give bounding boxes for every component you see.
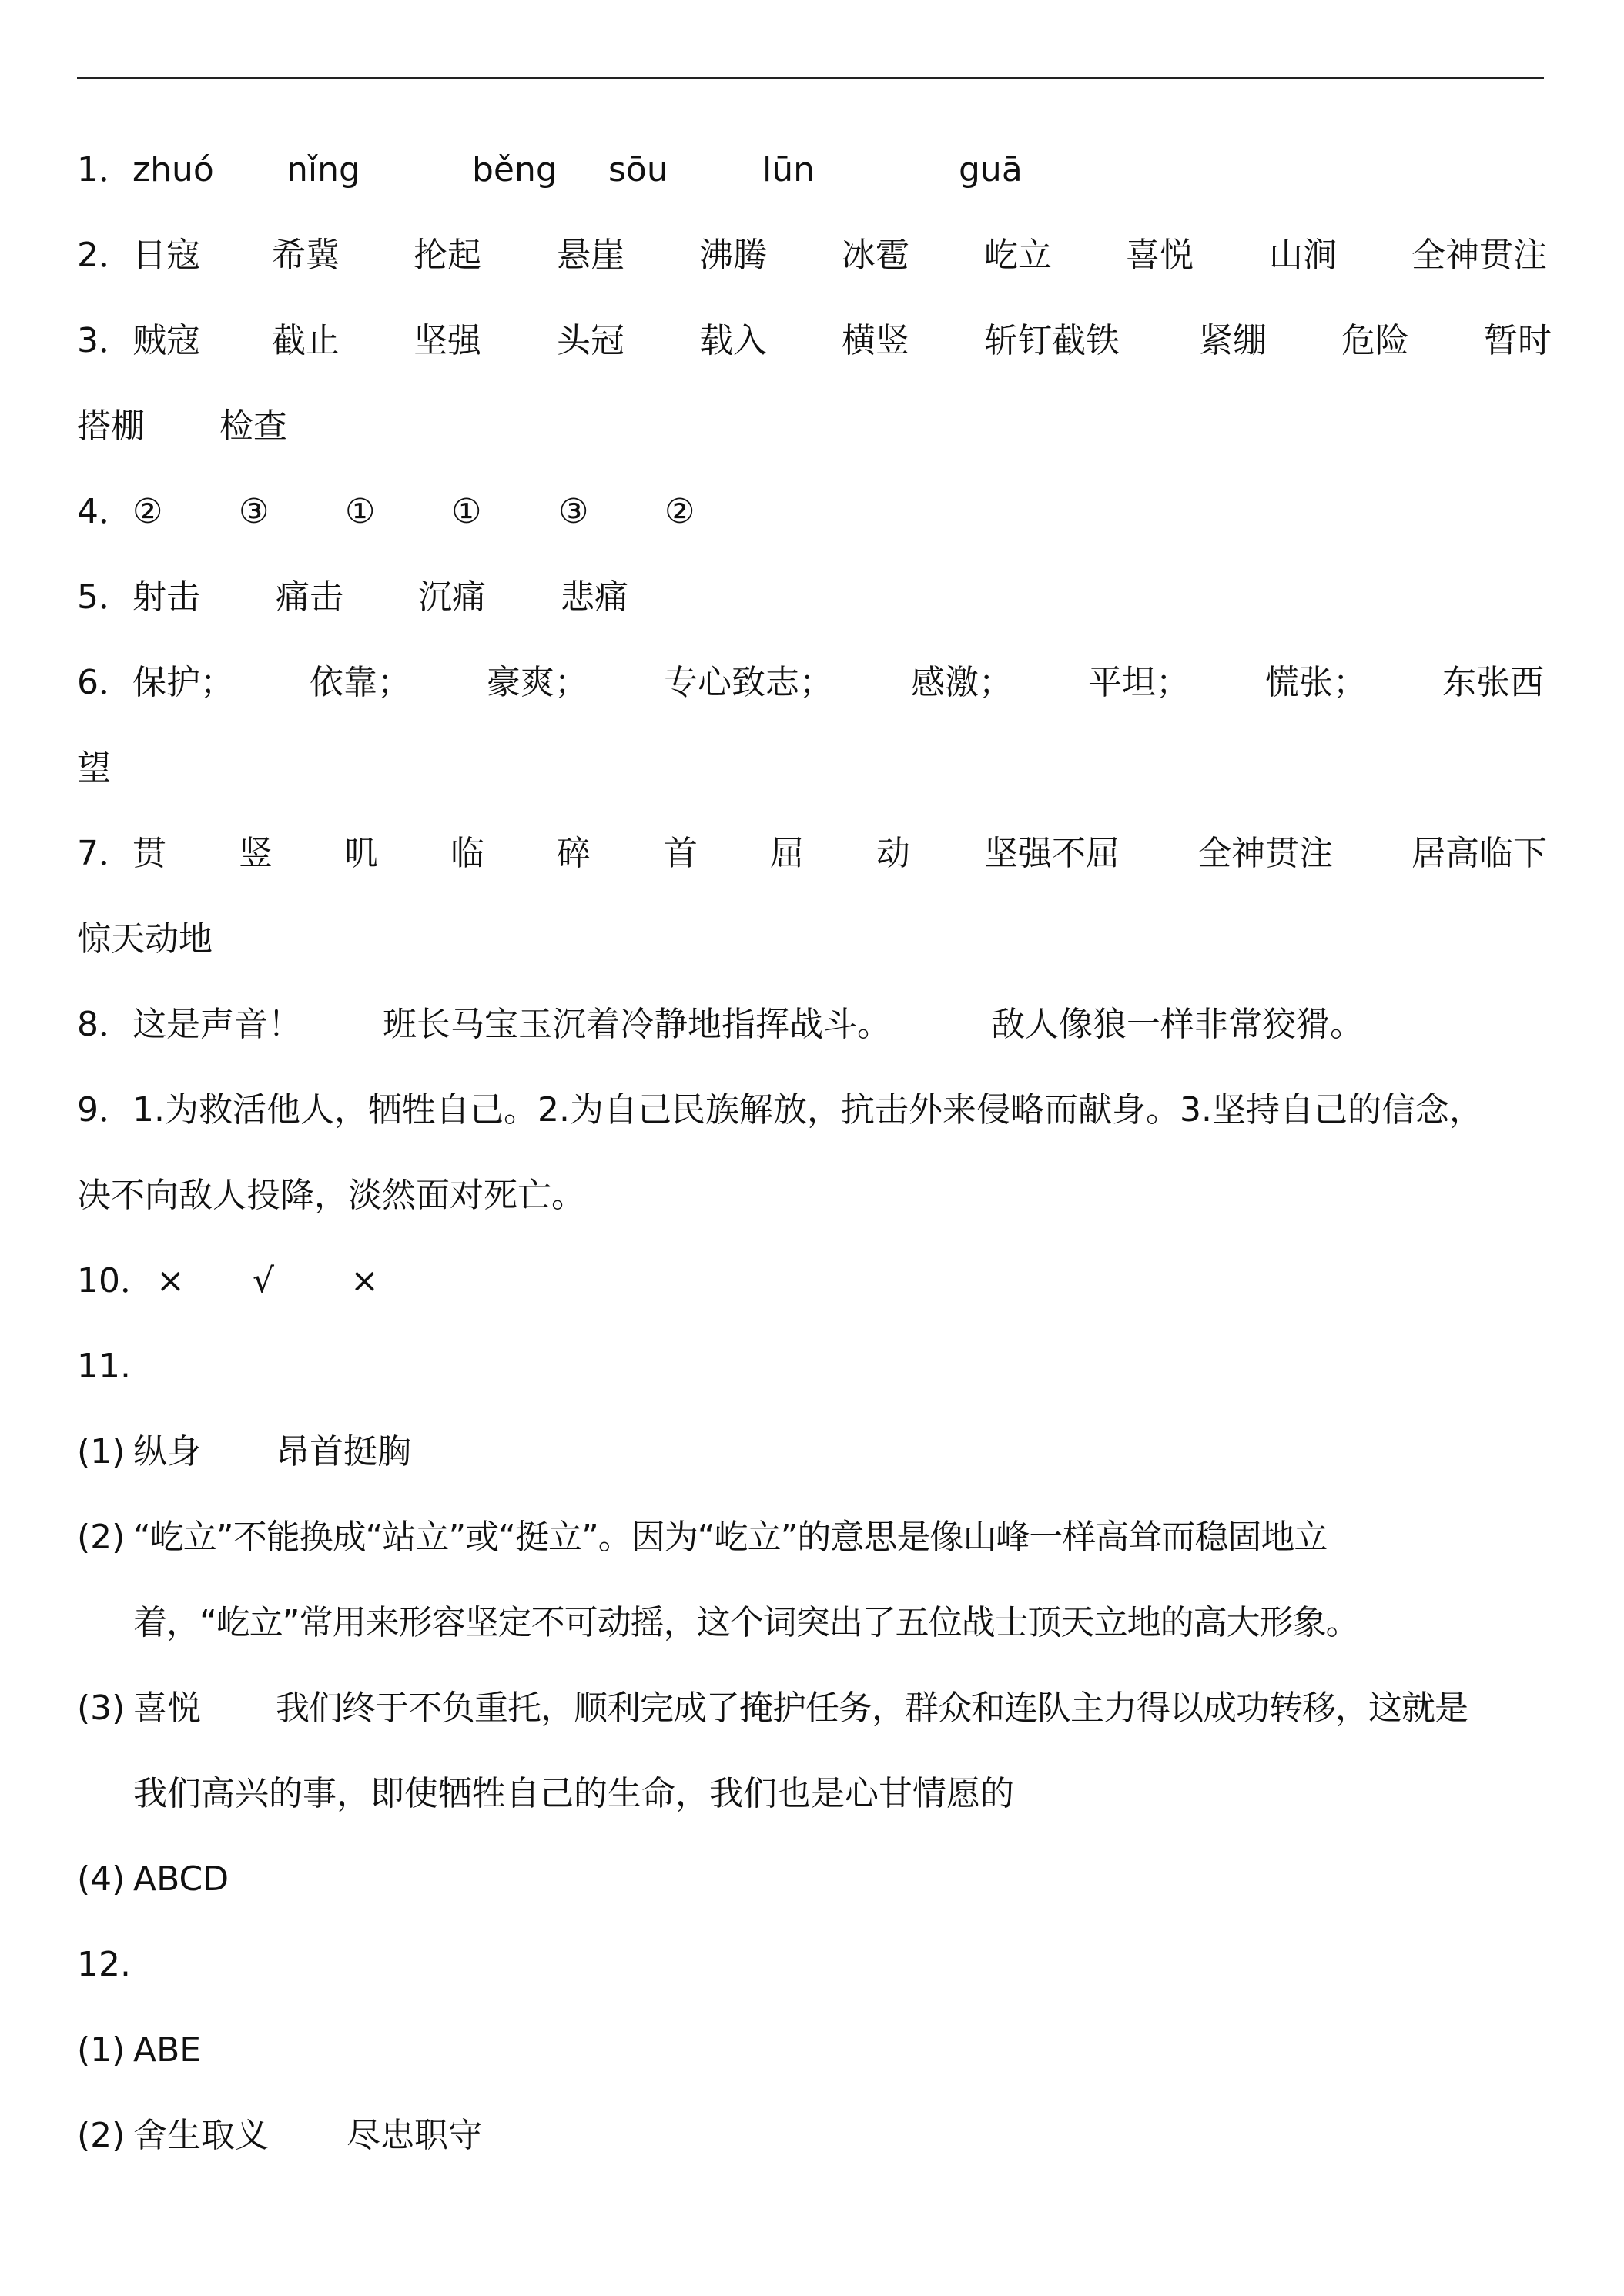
- word-item: 感激；: [911, 663, 1013, 702]
- char-item: 叽: [344, 834, 378, 873]
- answer-4: [77, 469, 1548, 554]
- word-item: 搭棚: [77, 407, 145, 446]
- answer-8: [77, 982, 1548, 1067]
- word-item: 慌张；: [1265, 663, 1367, 702]
- word-item: 截止: [272, 321, 340, 360]
- answer-text: 我们高兴的事，即使牺牲自己的生命，我们也是心甘情愿的: [133, 1774, 1014, 1813]
- answer-3-continued: [77, 383, 1548, 469]
- answer-7-continued: [77, 896, 1548, 982]
- char-item: 竖: [239, 834, 273, 873]
- answer-10: [77, 1238, 1548, 1324]
- word-item: 山涧: [1269, 236, 1337, 275]
- choice-item: ③: [558, 492, 589, 531]
- answer-11: [77, 1324, 1548, 1409]
- answer-11-sub-3: [77, 1665, 1548, 1751]
- word-item: 斩钉截铁: [984, 321, 1120, 360]
- answer-11-sub-3-continued: [77, 1751, 1548, 1836]
- answer-text: 1.为救活他人，牺牲自己。2.为自己民族解放，抗击外来侵略而献身。3.坚持自己的信念，: [132, 1090, 1483, 1130]
- answer-12-sub-1: [77, 2007, 1548, 2093]
- word-item: 日寇: [132, 236, 200, 275]
- pinyin-item: nǐng: [286, 150, 360, 189]
- char-item: 碎: [557, 834, 591, 873]
- word-item: 希冀: [272, 236, 340, 275]
- word-item: 尽忠职守: [347, 2116, 482, 2155]
- word-item: 专心致志；: [664, 663, 833, 702]
- answer-3: [77, 298, 1552, 383]
- word-item: 昂首挺胸: [276, 1432, 411, 1471]
- answer-12-sub-2: [77, 2093, 1548, 2178]
- word-item: 平坦；: [1088, 663, 1190, 702]
- answer-number: 11.: [77, 1347, 131, 1386]
- sub-tag: (1): [77, 2030, 126, 2070]
- word-item: 紧绷: [1199, 321, 1267, 360]
- word-item: 依靠；: [310, 663, 411, 702]
- judgement-mark: ×: [350, 1261, 379, 1300]
- answer-sheet: [77, 127, 1552, 2178]
- word-item: 保护；: [132, 663, 234, 702]
- char-item: 屈: [770, 834, 804, 873]
- choice-item: ③: [239, 492, 270, 531]
- top-rule: [77, 77, 1544, 79]
- answer-1: [77, 127, 1548, 213]
- sentence-item: 敌人像狼一样非常狡猾。: [991, 1005, 1364, 1044]
- word-item: 头冠: [557, 321, 624, 360]
- word-item: 舍生取义: [133, 2116, 269, 2155]
- word-item: 全神贯注: [1411, 236, 1547, 275]
- word-item: 悲痛: [561, 577, 628, 617]
- word-item: 冰雹: [842, 236, 909, 275]
- answer-11-sub-4: [77, 1836, 1548, 1922]
- sub-tag: (3): [77, 1689, 126, 1728]
- word-item: 危险: [1341, 321, 1409, 360]
- sentence-item: 这是声音！: [132, 1005, 302, 1044]
- answer-number: 5．: [77, 577, 132, 617]
- word-item: 东张西: [1442, 663, 1544, 702]
- sub-tag: (2): [77, 1518, 126, 1557]
- word-item: 屹立: [984, 236, 1052, 275]
- pinyin-item: zhuó: [132, 150, 214, 189]
- word-item: 喜悦: [133, 1689, 201, 1728]
- answer-12: [77, 1922, 1548, 2007]
- word-item: 暂时: [1484, 321, 1552, 360]
- answer-text: “屹立”不能换成“站立”或“挺立”。因为“屹立”的意思是像山峰一样高耸而稳固地立: [133, 1518, 1328, 1557]
- word-item: 惊天动地: [77, 919, 213, 959]
- choice-item: ①: [451, 492, 482, 531]
- answer-9-continued: [77, 1153, 1548, 1238]
- word-item: 贼寇: [132, 321, 200, 360]
- answer-2: [77, 213, 1548, 298]
- word-item: 望: [77, 748, 111, 788]
- word-item: 射击: [132, 577, 200, 617]
- word-item: 喜悦: [1126, 236, 1194, 275]
- word-item: 沸腾: [699, 236, 767, 275]
- answer-11-sub-2: [77, 1494, 1548, 1580]
- word-item: 全神贯注: [1197, 834, 1333, 873]
- answer-5: [77, 554, 1548, 640]
- answer-number: 7．: [77, 834, 132, 873]
- judgement-mark: √: [253, 1261, 275, 1300]
- pinyin-item: běng: [472, 150, 558, 189]
- answer-6-continued: [77, 725, 1548, 811]
- answer-number: 1．: [77, 150, 132, 189]
- char-item: 贯: [132, 834, 166, 873]
- answer-number: 4．: [77, 492, 132, 531]
- answer-text: 我们终于不负重托，顺利完成了掩护任务，群众和连队主力得以成功转移，这就是: [276, 1689, 1468, 1728]
- sub-tag: (4): [77, 1859, 126, 1899]
- word-item: 坚强不屈: [984, 834, 1120, 873]
- answer-text: ABE: [133, 2030, 202, 2070]
- answer-number: 6．: [77, 663, 132, 702]
- answer-number: 8．: [77, 1005, 132, 1044]
- word-item: 沉痛: [418, 577, 486, 617]
- word-item: 横竖: [842, 321, 909, 360]
- word-item: 居高临下: [1411, 834, 1547, 873]
- answer-text: ABCD: [133, 1859, 229, 1899]
- answer-6: [77, 640, 1548, 725]
- answer-number: 10．: [77, 1261, 154, 1300]
- choice-item: ②: [132, 492, 163, 531]
- word-item: 豪爽；: [487, 663, 588, 702]
- answer-number: 12.: [77, 1945, 131, 1984]
- sub-tag: (2): [77, 2116, 126, 2155]
- pinyin-item: guā: [959, 150, 1023, 189]
- char-item: 首: [664, 834, 698, 873]
- choice-item: ②: [665, 492, 695, 531]
- pinyin-item: lūn: [762, 150, 815, 189]
- word-item: 悬崖: [557, 236, 624, 275]
- answer-text: 决不向敌人投降，淡然面对死亡。: [77, 1176, 585, 1215]
- answer-9: [77, 1067, 1548, 1153]
- word-item: 纵身: [133, 1432, 201, 1471]
- word-item: 痛击: [276, 577, 343, 617]
- sentence-item: 班长马宝玉沉着冷静地指挥战斗。: [383, 1005, 891, 1044]
- char-item: 临: [450, 834, 484, 873]
- answer-number: 3．: [77, 321, 132, 360]
- choice-item: ①: [345, 492, 376, 531]
- answer-11-sub-2-continued: [77, 1580, 1548, 1665]
- answer-text: 着，“屹立”常用来形容坚定不可动摇，这个词突出了五位战士顶天立地的高大形象。: [133, 1603, 1359, 1642]
- answer-number: 9．: [77, 1090, 132, 1130]
- word-item: 检查: [219, 407, 287, 446]
- answer-7: [77, 811, 1548, 896]
- pinyin-item: sōu: [608, 150, 668, 189]
- sub-tag: (1): [77, 1432, 126, 1471]
- word-item: 抡起: [414, 236, 481, 275]
- answer-number: 2．: [77, 236, 132, 275]
- word-item: 载入: [699, 321, 767, 360]
- answer-11-sub-1: [77, 1409, 1548, 1494]
- word-item: 坚强: [414, 321, 481, 360]
- judgement-mark: ×: [156, 1261, 185, 1300]
- char-item: 动: [876, 834, 910, 873]
